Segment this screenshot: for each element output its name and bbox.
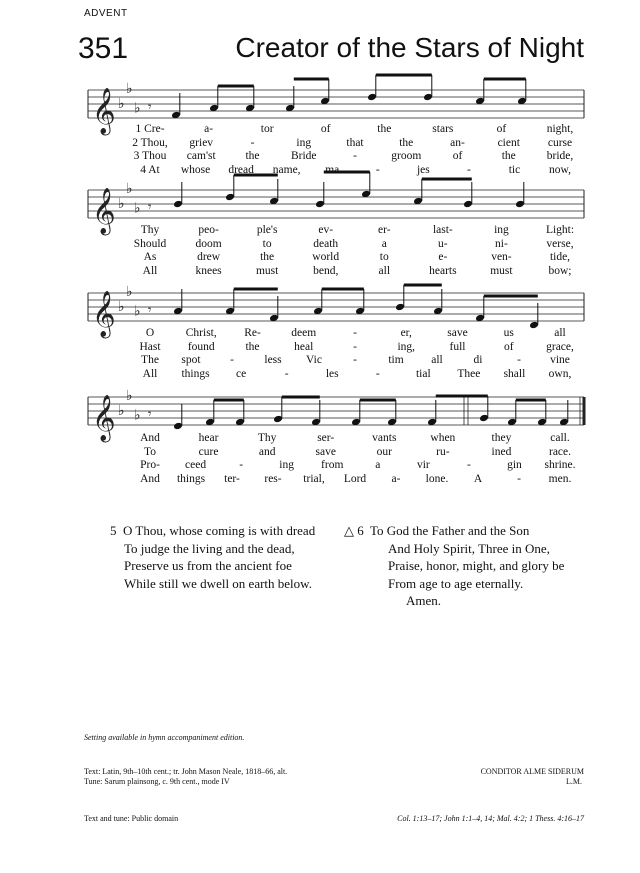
lyric-syllable: vir [416, 459, 430, 471]
lyric-syllable: Christ, [185, 327, 217, 339]
stanza-line: To judge the living and the dead, [124, 540, 295, 556]
stanza-line: To God the Father and the Son [370, 523, 530, 538]
svg-text:♭: ♭ [126, 388, 133, 404]
lyric-syllable: must [255, 264, 279, 277]
lyric-syllable: ined [491, 445, 512, 458]
svg-text:𝄞: 𝄞 [92, 291, 116, 337]
svg-text:♭: ♭ [118, 299, 125, 315]
lyrics-system-4 [0, 431, 640, 487]
svg-text:𝄾: 𝄾 [148, 200, 152, 215]
lyric-syllable: knees [195, 264, 222, 277]
lyric-syllable: ing [494, 224, 509, 236]
lyric-syllable: les [325, 367, 339, 380]
lyric-syllable: deem [291, 327, 317, 339]
lyric-syllable: that [346, 136, 364, 149]
lyric-syllable: tic [508, 163, 521, 176]
lyric-syllable: a- [391, 472, 401, 485]
lyric-syllable: Vic [306, 354, 322, 366]
lyric-syllable: shall [503, 367, 526, 380]
stanza-line: Preserve us from the ancient foe [124, 558, 292, 573]
lyric-syllable: Lord [343, 472, 367, 485]
lyric-syllable: - [466, 163, 471, 176]
lyric-syllable: things [181, 367, 210, 380]
lyric-syllable: of [503, 340, 514, 353]
lyric-syllable: ing [279, 459, 295, 471]
lyric-syllable: curse [547, 136, 573, 149]
meter: L.M. [566, 777, 582, 786]
lyric-syllable: grace, [546, 340, 574, 353]
lyric-syllable: Pro- [140, 459, 160, 471]
lyric-syllable: Thy [257, 432, 277, 444]
lyrics-system-1 [0, 122, 640, 178]
lyric-syllable: of [452, 150, 463, 162]
lyric-syllable: all [378, 264, 391, 277]
lyric-syllable: cient [497, 136, 520, 149]
lyric-syllable: As [143, 251, 157, 263]
lyric-syllable: ce [236, 367, 247, 380]
lyric-syllable: - [353, 150, 357, 162]
lyric-syllable: ser- [317, 432, 335, 444]
svg-text:♭: ♭ [118, 403, 125, 419]
lyric-syllable: - [230, 354, 234, 366]
tune-name: CONDITOR ALME SIDERUM [480, 767, 584, 776]
lyric-syllable: the [377, 123, 392, 135]
lyric-syllable: a- [204, 123, 214, 135]
lyric-syllable: less [264, 354, 282, 366]
lyric-syllable: Light: [545, 224, 575, 236]
hymn-title: Creator of the Stars of Night [235, 32, 584, 63]
lyric-syllable: hear [198, 432, 219, 444]
lyric-syllable: of [320, 123, 331, 135]
stanza-line: O Thou, whose coming is with dread [123, 523, 316, 538]
lyric-syllable: men. [548, 472, 572, 485]
lyric-syllable: to [262, 237, 272, 250]
svg-text:𝄾: 𝄾 [148, 407, 152, 422]
lyric-syllable: they [491, 432, 512, 444]
svg-text:♭: ♭ [134, 100, 141, 117]
lyric-syllable: And [140, 472, 160, 485]
lyric-syllable: jes [416, 163, 430, 176]
svg-text:𝄞: 𝄞 [92, 395, 116, 441]
lyric-syllable: bend, [313, 264, 339, 277]
lyric-syllable: griev [189, 136, 214, 149]
lyric-syllable: spot [181, 354, 201, 366]
lyric-syllable: tim [388, 354, 404, 366]
lyric-syllable: u- [438, 237, 448, 250]
svg-text:𝄾: 𝄾 [148, 303, 152, 318]
lyric-syllable: 3 Thou [133, 150, 167, 162]
lyric-syllable: save [315, 445, 336, 458]
lyric-syllable: the [260, 251, 275, 263]
svg-text:𝄞: 𝄞 [92, 188, 116, 234]
lyric-syllable: must [490, 264, 513, 277]
lyric-syllable: cure [198, 445, 219, 458]
svg-text:♭: ♭ [126, 181, 133, 197]
lyric-syllable: tide, [549, 251, 571, 263]
lyric-syllable: e- [438, 251, 448, 263]
lyric-syllable: Re- [244, 327, 261, 339]
lyric-syllable: Bride [290, 150, 317, 162]
lyric-syllable: Thee [457, 367, 481, 380]
lyric-syllable: ni- [495, 237, 508, 250]
lyric-syllable: ple's [256, 224, 278, 236]
lyric-syllable: hearts [429, 264, 457, 277]
stanza-line: From age to age eternally. [388, 575, 524, 591]
svg-text:♭: ♭ [118, 196, 125, 212]
lyric-syllable: to [379, 251, 389, 263]
lyric-syllable: - [250, 136, 255, 149]
hymn-number: 351 [78, 32, 129, 65]
lyric-syllable: the [245, 150, 260, 162]
lyric-syllable: cam'st [186, 150, 216, 162]
lyric-syllable: an- [450, 136, 465, 149]
lyric-syllable: dread [228, 163, 254, 176]
lyric-syllable: night, [546, 123, 574, 135]
text-credit: Text: Latin, 9th–10th cent.; tr. John Mason Neale, 1818–66, alt. [84, 767, 288, 776]
svg-text:♭: ♭ [134, 200, 141, 217]
lyric-syllable: the [501, 150, 516, 162]
lyric-syllable: a [381, 237, 387, 250]
lyric-syllable: - [466, 459, 471, 471]
lyric-syllable: And [140, 432, 160, 444]
lyric-syllable: vants [372, 432, 397, 444]
lyric-syllable: all [431, 354, 443, 366]
lyric-syllable: ma [325, 163, 340, 176]
lyric-syllable: last- [432, 224, 453, 236]
stanza-line: While still we dwell on earth below. [124, 575, 312, 591]
copyright: Text and tune: Public domain [84, 814, 179, 823]
lyric-syllable: bride, [546, 150, 574, 162]
lyric-syllable: save [447, 327, 468, 339]
stanza-number: △ 6 [344, 523, 364, 538]
lyric-syllable: ev- [318, 224, 334, 236]
lyric-syllable: - [284, 367, 289, 380]
section-label: ADVENT [84, 8, 128, 19]
lyric-syllable: er, [400, 327, 412, 339]
lyric-syllable: - [375, 163, 380, 176]
lyric-syllable: peo- [198, 224, 219, 236]
lyric-syllable: drew [197, 251, 221, 263]
lyric-syllable: - [517, 472, 521, 485]
lyric-syllable: O [145, 327, 155, 339]
lyric-syllable: of [496, 123, 507, 135]
lyric-syllable: shrine. [544, 459, 576, 471]
lyric-syllable: the [399, 136, 414, 149]
lyric-syllable: - [353, 354, 357, 366]
tune-credit: Tune: Sarum plainsong, c. 9th cent., mode IV [84, 777, 230, 786]
lyric-syllable: Thy [140, 224, 160, 236]
svg-text:♭: ♭ [134, 407, 141, 424]
lyric-syllable: All [142, 264, 158, 277]
lyric-syllable: when [430, 432, 456, 444]
lyric-syllable: things [176, 472, 206, 485]
lyrics-system-3 [0, 326, 640, 382]
lyric-syllable: us [503, 327, 514, 339]
lyric-syllable: ing [296, 136, 312, 149]
lyric-syllable: er- [378, 224, 391, 236]
accompaniment-note: Setting available in hymn accompaniment edition. [84, 733, 245, 742]
stanza-6 [344, 522, 564, 610]
lyric-syllable: all [554, 327, 566, 339]
lyric-syllable: ter- [224, 472, 240, 485]
stanza-line: Praise, honor, might, and glory be [388, 558, 565, 573]
stanza-5 [110, 522, 315, 592]
lyric-syllable: gin [507, 459, 522, 471]
lyric-syllable: verse, [546, 237, 574, 250]
lyric-syllable: ru- [436, 445, 450, 458]
lyric-syllable: A [473, 472, 483, 485]
svg-text:♭: ♭ [118, 96, 125, 112]
svg-text:𝄞: 𝄞 [92, 88, 116, 134]
lyric-syllable: - [353, 340, 357, 353]
lyric-syllable: lone. [425, 472, 449, 485]
lyric-syllable: 4 At [140, 163, 160, 176]
lyric-syllable: call. [550, 432, 570, 444]
lyric-syllable: now, [549, 163, 571, 176]
lyric-syllable: Should [133, 237, 167, 250]
lyric-syllable: tor [260, 123, 274, 135]
lyric-syllable: a [375, 459, 381, 471]
lyric-syllable: di [473, 354, 483, 366]
lyric-syllable: bow; [548, 264, 572, 277]
stanza-line: And Holy Spirit, Three in One, [388, 540, 550, 556]
lyric-syllable: full [449, 340, 466, 353]
lyric-syllable: name, [272, 163, 301, 176]
lyric-syllable: ing, [397, 340, 416, 353]
lyric-syllable: groom [391, 150, 422, 162]
lyric-syllable: and [258, 445, 276, 458]
lyric-syllable: - [517, 354, 521, 366]
lyric-syllable: tial [415, 367, 431, 380]
lyric-syllable: ceed [185, 459, 207, 471]
lyric-syllable: To [144, 445, 156, 458]
stanza-number: 5 [110, 523, 117, 538]
svg-text:♭: ♭ [134, 303, 141, 320]
lyric-syllable: from [321, 459, 344, 471]
lyric-syllable: our [376, 445, 392, 458]
lyric-syllable: - [239, 459, 244, 471]
lyric-syllable: 2 Thou, [132, 136, 168, 149]
scripture-references: Col. 1:13–17; John 1:1–4, 14; Mal. 4:2; 1 Thess. 4:16–17 [397, 814, 584, 823]
lyrics-system-2 [0, 223, 640, 279]
lyric-syllable: own, [548, 367, 572, 380]
svg-text:♭: ♭ [126, 81, 133, 97]
svg-text:𝄾: 𝄾 [148, 100, 152, 115]
lyric-syllable: doom [195, 237, 222, 250]
lyric-syllable: race. [548, 445, 572, 458]
amen: Amen. [406, 593, 442, 608]
lyric-syllable: world [312, 251, 340, 263]
lyric-syllable: 1 Cre- [135, 123, 165, 135]
lyric-syllable: trial, [303, 472, 325, 485]
lyric-syllable: res- [264, 472, 282, 485]
lyric-syllable: All [142, 367, 158, 380]
lyric-syllable: the [245, 340, 260, 353]
lyric-syllable: stars [432, 123, 454, 135]
lyric-syllable: heal [294, 340, 314, 353]
lyric-syllable: vine [550, 354, 570, 366]
lyric-syllable: death [313, 237, 339, 250]
lyric-syllable: Hast [139, 340, 161, 353]
lyric-syllable: found [187, 340, 215, 353]
lyric-syllable: The [141, 354, 159, 366]
lyric-syllable: whose [180, 163, 211, 176]
lyric-syllable: - [375, 367, 380, 380]
lyric-syllable: - [353, 327, 357, 339]
lyric-syllable: ven- [491, 251, 512, 263]
svg-text:♭: ♭ [126, 284, 133, 300]
